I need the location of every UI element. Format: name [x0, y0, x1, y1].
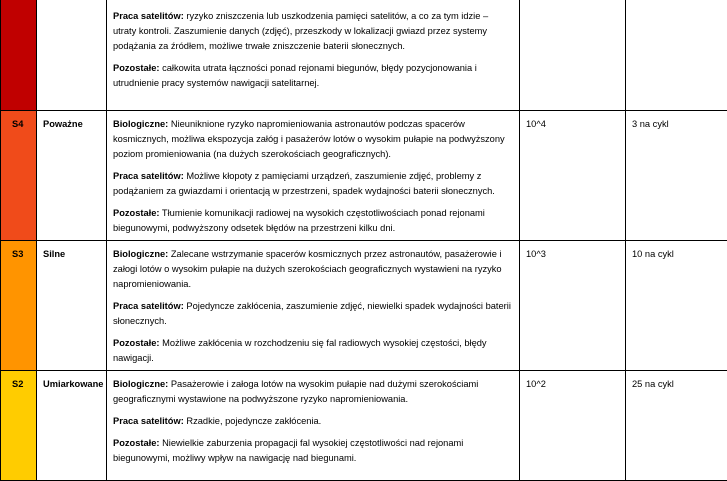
satellites-paragraph	[113, 414, 513, 429]
name-cell	[37, 111, 107, 241]
level-cell	[1, 241, 37, 371]
flux-cell	[520, 371, 626, 481]
flux-value: 10^2	[526, 379, 546, 389]
bio-paragraph	[113, 117, 513, 162]
frequency-cell	[626, 0, 727, 111]
bio-label: Biologiczne:	[113, 379, 168, 389]
bio-label: Biologiczne:	[113, 249, 168, 259]
table-row	[1, 371, 727, 481]
bio-text: Zalecane wstrzymanie spacerów kosmicznych przez astronautów, pasażerowie i załogi lotów o wysokim pułapie na dużych szerokościach geograficznych wystawieni na ryzyko napromieniowania.	[113, 249, 502, 289]
flux-cell	[520, 111, 626, 241]
table-row	[1, 241, 727, 371]
satellites-text: ryzyko zniszczenia lub uszkodzenia pamięci satelitów, a co za tym idzie – utraty kontroli. Zaszumienie danych (zdjęć), przeszkody w lokalizacji gwiazd przez systemy podążania za źródłem, możliwe trwałe zniszczenie baterii słonecznych.	[113, 11, 488, 51]
satellites-text: Pojedyncze zakłócenia, zaszumienie zdjęć, niewielki spadek wydajności baterii słonecznych.	[113, 301, 511, 326]
description-cell	[107, 241, 520, 371]
flux-value: 10^3	[526, 249, 546, 259]
description-cell	[107, 371, 520, 481]
satellites-label: Praca satelitów:	[113, 301, 184, 311]
level-name: Silne	[43, 249, 65, 259]
satellites-paragraph	[113, 169, 513, 199]
level-code: S3	[12, 249, 23, 259]
other-label: Pozostałe:	[113, 63, 160, 73]
frequency-cell	[626, 241, 727, 371]
bio-text: Pasażerowie i załoga lotów na wysokim pułapie nad dużymi szerokościami geograficznymi wystawione na podwyższone ryzyko napromieniowania.	[113, 379, 478, 404]
name-cell	[37, 371, 107, 481]
flux-cell	[520, 241, 626, 371]
level-code: S4	[12, 119, 23, 129]
satellites-label: Praca satelitów:	[113, 171, 184, 181]
frequency-value: 25 na cykl	[632, 379, 674, 389]
other-paragraph	[113, 61, 513, 91]
satellites-text: Możliwe kłopoty z pamięciami urządzeń, zaszumienie zdjęć, problemy z podążaniem za gwiazdami i orientacją w przestrzeni, spadek wydajności baterii słonecznych.	[113, 171, 495, 196]
frequency-cell	[626, 371, 727, 481]
name-cell	[37, 241, 107, 371]
level-cell	[1, 371, 37, 481]
bio-text: Nieuniknione ryzyko napromieniowania astronautów podczas spacerów kosmicznych, możliwa ekspozycja załóg i pasażerów lotów o wysokim pułapie na podwyższony poziom promieniowania (na dużych szerokościach geograficznych).	[113, 119, 505, 159]
satellites-text: Rzadkie, pojedyncze zakłócenia.	[184, 416, 321, 426]
other-label: Pozostałe:	[113, 438, 160, 448]
satellites-paragraph	[113, 299, 513, 329]
other-text: Możliwe zakłócenia w rozchodzeniu się fal radiowych wysokiej częstości, błędy nawigacji.	[113, 338, 487, 363]
bio-paragraph	[113, 377, 513, 407]
level-code: S2	[12, 379, 23, 389]
other-paragraph	[113, 336, 513, 366]
bio-paragraph	[113, 247, 513, 292]
frequency-value: 3 na cykl	[632, 119, 669, 129]
other-paragraph	[113, 206, 513, 236]
satellites-label: Praca satelitów:	[113, 11, 184, 21]
flux-value: 10^4	[526, 119, 546, 129]
description-cell	[107, 111, 520, 241]
bio-label: Biologiczne:	[113, 119, 168, 129]
description-cell	[107, 0, 520, 111]
flux-cell	[520, 0, 626, 111]
frequency-cell	[626, 111, 727, 241]
other-paragraph	[113, 436, 513, 466]
frequency-value: 10 na cykl	[632, 249, 674, 259]
other-label: Pozostałe:	[113, 338, 160, 348]
satellites-label: Praca satelitów:	[113, 416, 184, 426]
other-text: całkowita utrata łączności ponad rejonami biegunów, błędy pozycjonowania i utrudnienie pracy systemów nawigacji satelitarnej.	[113, 63, 477, 88]
other-label: Pozostałe:	[113, 208, 160, 218]
other-text: Niewielkie zaburzenia propagacji fal wysokiej częstotliwości nad rejonami biegunowymi, możliwy wpływ na nawigację nad biegunami.	[113, 438, 463, 463]
level-name: Poważne	[43, 119, 83, 129]
name-cell	[37, 0, 107, 111]
table-row	[1, 111, 727, 241]
level-cell	[1, 0, 37, 111]
table-row	[1, 0, 727, 111]
level-cell	[1, 111, 37, 241]
satellites-paragraph	[113, 9, 513, 54]
other-text: Tłumienie komunikacji radiowej na wysokich częstotliwościach ponad rejonami biegunowymi, podwyższony odsetek błędów na przestrzeni kilku dni.	[113, 208, 485, 233]
level-name: Umiarkowane	[43, 379, 103, 389]
cut-top-line	[113, 0, 513, 2]
